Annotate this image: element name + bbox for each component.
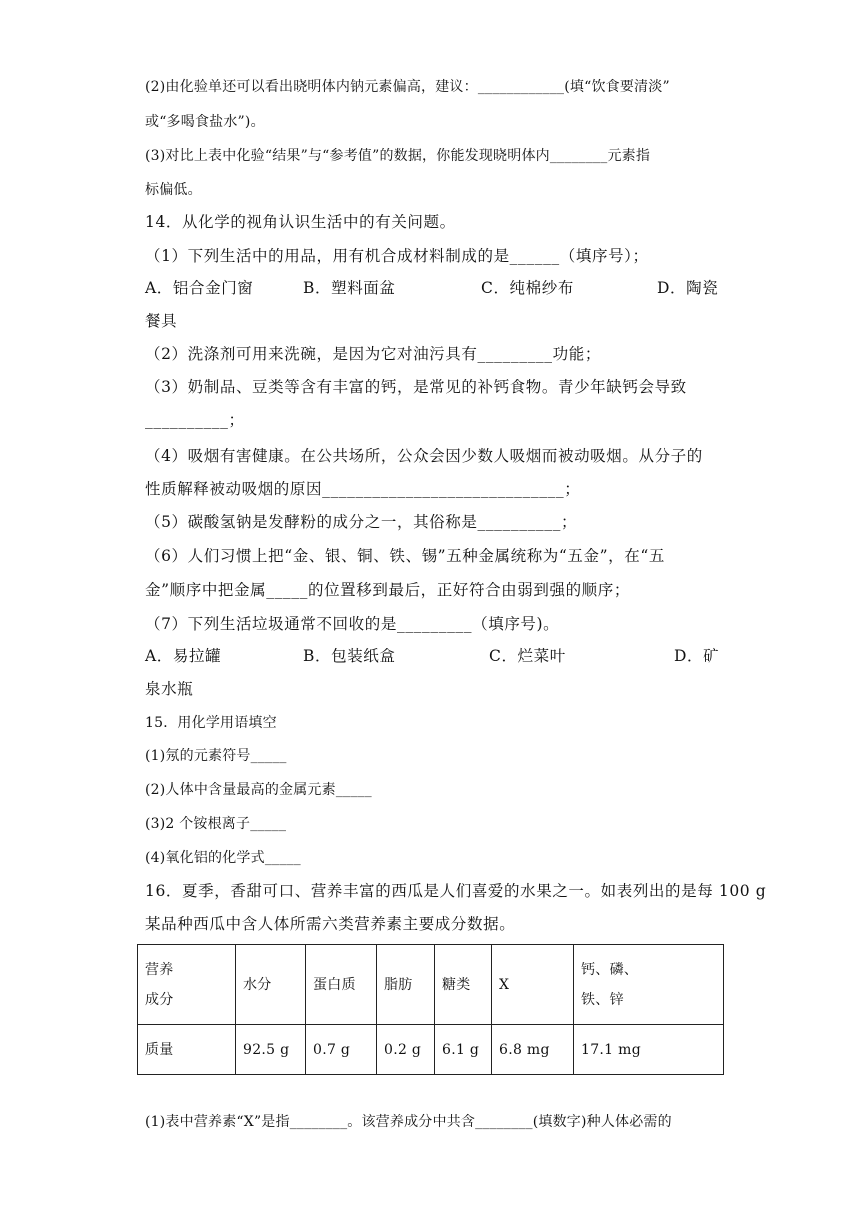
- q14-part7-option-a: A．易拉罐: [145, 647, 222, 665]
- cell-protein: 0.7 g: [306, 1025, 377, 1075]
- nutrition-table: [137, 944, 724, 1075]
- cell-water: 92.5 g: [236, 1025, 306, 1075]
- q14-part7-option-d-cont: 泉水瓶: [145, 680, 194, 698]
- q14-option-c: C．纯棉纱布: [481, 279, 574, 297]
- q13-part3-line1: (3)对比上表中化验“结果”与“参考值”的数据，你能发现晓明体内________元素指: [145, 148, 651, 164]
- q16-intro-line1: 16．夏季，香甜可口、营养丰富的西瓜是人们喜爱的水果之一。如表列出的是每 100 g: [145, 882, 767, 900]
- q14-part7: （7）下列生活垃圾通常不回收的是_________（填序号)。: [145, 615, 560, 633]
- q14-option-d: D．陶瓷: [657, 279, 719, 297]
- header-nutrient-line2: 成分: [145, 991, 174, 1008]
- cell-minerals: 17.1 mg: [574, 1025, 724, 1075]
- q13-part2-line1: (2)由化验单还可以看出晓明体内钠元素偏高，建议：____________(填“饮食要清淡”: [145, 79, 670, 95]
- q16-part1: (1)表中营养素“X”是指________。该营养成分中共含________(填数字)种人体必需的: [145, 1114, 672, 1130]
- table-header-row: [138, 945, 724, 1025]
- q14-part3-line2: __________；: [145, 411, 245, 429]
- header-minerals-line2: 铁、锌: [581, 991, 624, 1008]
- q15-title: 15．用化学用语填空: [145, 715, 277, 731]
- q14-part4-line2: 性质解释被动吸烟的原因_____________________________；: [145, 480, 581, 498]
- q14-part7-option-b: B．包装纸盒: [303, 647, 396, 665]
- q15-part2: (2)人体中含量最高的金属元素_____: [145, 782, 372, 798]
- cell-fat: 0.2 g: [377, 1025, 435, 1075]
- q14-option-d-cont: 餐具: [145, 312, 178, 330]
- q14-part7-option-d: D．矿: [674, 647, 720, 665]
- header-fat: 脂肪: [377, 945, 435, 1025]
- q13-part3-line2: 标偏低。: [145, 182, 202, 198]
- cell-sugar: 6.1 g: [435, 1025, 492, 1075]
- q15-part3: (3)2 个铵根离子_____: [145, 816, 287, 832]
- header-water: 水分: [236, 945, 306, 1025]
- q14-part7-option-c: C．烂菜叶: [489, 647, 566, 665]
- header-x: X: [492, 945, 574, 1025]
- q15-part4: (4)氧化铝的化学式_____: [145, 850, 301, 866]
- q14-part2: （2）洗涤剂可用来洗碗，是因为它对油污具有_________功能；: [145, 345, 601, 363]
- q14-part4-line1: （4）吸烟有害健康。在公共场所，公众会因少数人吸烟而被动吸烟。从分子的: [145, 447, 703, 465]
- q14-part1: （1）下列生活中的用品，用有机合成材料制成的是______（填序号）；: [145, 247, 649, 265]
- row-label: 质量: [138, 1025, 236, 1075]
- q14-part6-line1: （6）人们习惯上把“金、银、铜、铁、锡”五种金属统称为“五金”，在“五: [145, 547, 665, 565]
- header-minerals-line1: 钙、磷、: [581, 961, 639, 978]
- header-minerals-cell: [574, 945, 724, 1025]
- header-protein: 蛋白质: [306, 945, 377, 1025]
- q14-option-b: B．塑料面盆: [303, 279, 396, 297]
- q14-part5: （5）碳酸氢钠是发酵粉的成分之一，其俗称是__________；: [145, 513, 578, 531]
- q14-title: 14．从化学的视角认识生活中的有关问题。: [145, 213, 456, 231]
- q14-option-a: A．铝合金门窗: [145, 279, 254, 297]
- table-row: [138, 1025, 724, 1075]
- q14-part6-line2: 金”顺序中把金属_____的位置移到最后，正好符合由弱到强的顺序；: [145, 581, 630, 599]
- q15-part1: (1)氖的元素符号_____: [145, 748, 287, 764]
- header-sugar: 糖类: [435, 945, 492, 1025]
- cell-x: 6.8 mg: [492, 1025, 574, 1075]
- header-nutrient-line1: 营养: [145, 961, 174, 978]
- header-nutrient-cell: [138, 945, 236, 1025]
- q13-part2-line2: 或“多喝食盐水”)。: [145, 114, 265, 130]
- q14-part3-line1: （3）奶制品、豆类等含有丰富的钙，是常见的补钙食物。青少年缺钙会导致: [145, 378, 687, 396]
- q16-intro-line2: 某品种西瓜中含人体所需六类营养素主要成分数据。: [145, 915, 516, 933]
